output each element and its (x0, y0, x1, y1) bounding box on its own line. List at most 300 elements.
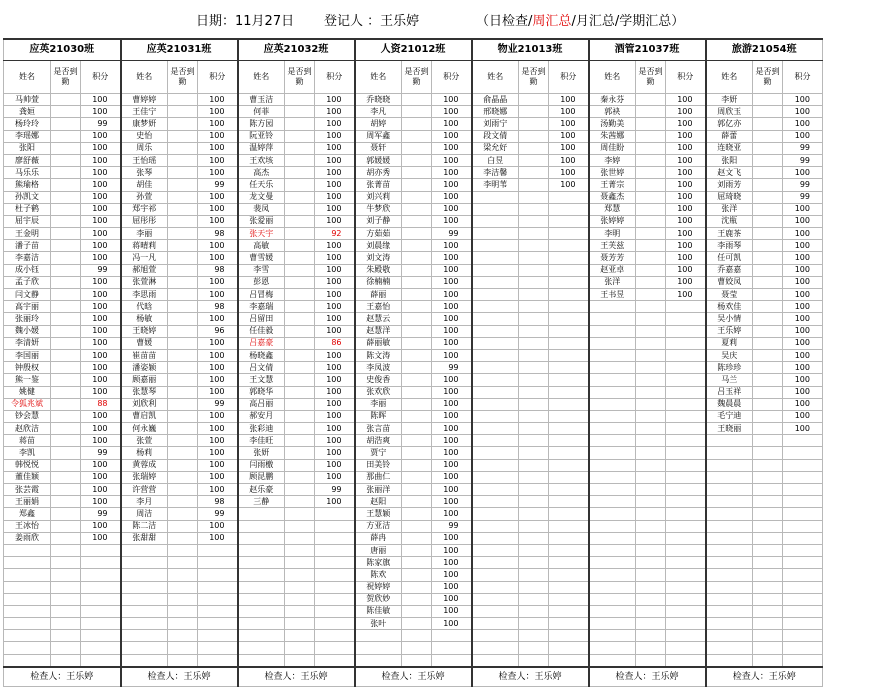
student-name (472, 471, 519, 483)
footer-row (4, 667, 823, 687)
score-cell: 100 (549, 118, 589, 130)
attend-cell (519, 581, 549, 593)
score-cell: 100 (198, 289, 238, 301)
attend-cell (753, 484, 783, 496)
student-name (472, 240, 519, 252)
attend-cell (636, 605, 666, 617)
student-name: 薛冉 (355, 532, 402, 544)
student-name: 蒋苗 (4, 435, 51, 447)
score-cell: 100 (198, 167, 238, 179)
attend-cell (168, 106, 198, 118)
student-name: 王晓婷 (121, 325, 168, 337)
score-cell: 100 (432, 459, 472, 471)
attend-cell (753, 654, 783, 667)
student-name: 潘子苗 (4, 240, 51, 252)
student-name: 赵阳 (355, 496, 402, 508)
tab-weekly[interactable]: 周汇总 (532, 14, 572, 29)
student-name (4, 544, 51, 556)
score-cell: 100 (783, 337, 823, 349)
score-cell: 100 (315, 471, 355, 483)
student-name (472, 252, 519, 264)
student-name: 高杰 (238, 167, 285, 179)
attend-cell (519, 301, 549, 313)
attend-column-header: 是否到勤 (285, 61, 315, 94)
score-cell: 100 (198, 313, 238, 325)
table-row (4, 642, 823, 654)
student-name (238, 532, 285, 544)
table-row (4, 630, 823, 642)
attend-cell (753, 313, 783, 325)
score-column-header: 积分 (783, 61, 823, 94)
student-name: 三静 (238, 496, 285, 508)
score-cell: 100 (432, 496, 472, 508)
score-cell (549, 337, 589, 349)
attend-cell (636, 276, 666, 288)
table-row (4, 203, 823, 215)
score-cell: 99 (81, 447, 121, 459)
attend-cell (285, 471, 315, 483)
attend-cell (168, 435, 198, 447)
score-cell: 100 (198, 118, 238, 130)
student-name: 高吕丽 (238, 398, 285, 410)
table-row (4, 471, 823, 483)
attend-cell (519, 459, 549, 471)
student-name: 温婷萍 (238, 142, 285, 154)
score-cell (549, 191, 589, 203)
attend-cell (753, 94, 783, 106)
name-column-header: 姓名 (472, 61, 519, 94)
attend-cell (51, 471, 81, 483)
score-cell (432, 654, 472, 667)
student-name: 张慧琴 (121, 386, 168, 398)
score-cell (549, 459, 589, 471)
attend-cell (402, 301, 432, 313)
attend-cell (636, 459, 666, 471)
score-cell: 100 (315, 276, 355, 288)
score-cell (549, 228, 589, 240)
class-title: 酒管21037班 (589, 39, 706, 61)
attend-cell (753, 630, 783, 642)
student-name: 张瑞婷 (121, 471, 168, 483)
attend-cell (402, 447, 432, 459)
student-name (472, 349, 519, 361)
student-name (472, 203, 519, 215)
attend-cell (51, 179, 81, 191)
score-cell: 100 (666, 228, 706, 240)
table-row (4, 532, 823, 544)
attend-cell (168, 264, 198, 276)
score-cell: 100 (549, 167, 589, 179)
attend-cell (636, 362, 666, 374)
score-cell: 100 (81, 289, 121, 301)
score-column-header: 积分 (315, 61, 355, 94)
score-cell: 100 (315, 94, 355, 106)
student-name (121, 557, 168, 569)
student-name (589, 654, 636, 667)
score-cell (666, 496, 706, 508)
student-name: 李婷 (589, 154, 636, 166)
score-cell (783, 642, 823, 654)
score-cell: 100 (666, 118, 706, 130)
student-name: 李丽 (121, 228, 168, 240)
student-name: 李凡 (355, 106, 402, 118)
score-cell: 100 (198, 520, 238, 532)
attend-cell (168, 362, 198, 374)
attend-cell (753, 191, 783, 203)
attend-cell (285, 179, 315, 191)
attend-cell (51, 581, 81, 593)
student-name: 陈佳敏 (355, 605, 402, 617)
student-name: 屈宇辰 (4, 215, 51, 227)
student-name: 马乐乐 (4, 167, 51, 179)
score-cell: 100 (198, 447, 238, 459)
score-cell: 100 (315, 362, 355, 374)
score-cell: 100 (315, 215, 355, 227)
score-cell: 100 (198, 94, 238, 106)
attend-cell (168, 228, 198, 240)
attend-cell (519, 349, 549, 361)
student-name (706, 447, 753, 459)
name-column-header: 姓名 (4, 61, 51, 94)
score-cell: 100 (783, 215, 823, 227)
student-name: 赵慧洋 (355, 325, 402, 337)
student-name: 王文慧 (238, 374, 285, 386)
class-title: 物业21013班 (472, 39, 589, 61)
score-cell: 100 (315, 410, 355, 422)
attend-column-header: 是否到勤 (402, 61, 432, 94)
attend-cell (285, 252, 315, 264)
attend-cell (285, 642, 315, 654)
student-name: 熊一鉴 (4, 374, 51, 386)
score-cell: 98 (198, 228, 238, 240)
attend-cell (402, 618, 432, 630)
summary-tabs (476, 10, 684, 29)
score-cell (783, 557, 823, 569)
table-row (4, 94, 823, 106)
table-row (4, 484, 823, 496)
student-name (706, 593, 753, 605)
score-cell: 100 (315, 252, 355, 264)
attend-cell (402, 569, 432, 581)
student-name (472, 215, 519, 227)
student-name: 方亚洁 (355, 520, 402, 532)
score-cell (81, 544, 121, 556)
tab-daily[interactable]: 日检查 (489, 14, 529, 29)
student-name (472, 630, 519, 642)
attend-cell (753, 544, 783, 556)
score-cell (783, 544, 823, 556)
attend-cell (402, 191, 432, 203)
attend-cell (402, 362, 432, 374)
attend-cell (753, 435, 783, 447)
attend-cell (753, 301, 783, 313)
student-name: 王乐婷 (706, 325, 753, 337)
student-name: 张叶 (355, 618, 402, 630)
student-name (121, 630, 168, 642)
attend-cell (519, 435, 549, 447)
student-name: 令狐兆斌 (4, 398, 51, 410)
attend-cell (51, 228, 81, 240)
score-cell: 100 (198, 374, 238, 386)
score-cell: 100 (81, 459, 121, 471)
student-name (472, 423, 519, 435)
student-name: 裴凤 (238, 203, 285, 215)
attend-cell (753, 593, 783, 605)
score-cell: 100 (315, 496, 355, 508)
score-cell (81, 581, 121, 593)
score-cell: 100 (81, 471, 121, 483)
student-name: 张丽洋 (355, 484, 402, 496)
attend-cell (636, 447, 666, 459)
attend-cell (402, 118, 432, 130)
student-name: 钞会慧 (4, 410, 51, 422)
table-row (4, 179, 823, 191)
attend-cell (636, 630, 666, 642)
attend-cell (519, 386, 549, 398)
attend-cell (285, 215, 315, 227)
student-name: 聂鑫杰 (589, 191, 636, 203)
student-name (706, 496, 753, 508)
tab-term[interactable]: 学期汇总 (619, 14, 672, 29)
inspector-label: 检查人：王乐婷 (355, 667, 472, 687)
attend-cell (519, 398, 549, 410)
score-cell: 100 (81, 179, 121, 191)
score-cell: 100 (198, 471, 238, 483)
student-name: 郭亿亦 (706, 118, 753, 130)
score-cell (81, 618, 121, 630)
student-name: 顾昆鹏 (238, 471, 285, 483)
score-cell: 99 (81, 508, 121, 520)
score-cell: 100 (432, 118, 472, 130)
attend-cell (753, 520, 783, 532)
score-cell: 100 (81, 423, 121, 435)
score-cell: 100 (783, 325, 823, 337)
attend-cell (285, 240, 315, 252)
student-name (4, 654, 51, 667)
score-cell: 100 (81, 301, 121, 313)
student-name: 康梦妍 (121, 118, 168, 130)
score-cell: 100 (315, 130, 355, 142)
score-cell: 100 (549, 130, 589, 142)
student-name: 崔苗苗 (121, 349, 168, 361)
attend-cell (519, 289, 549, 301)
table-row (4, 581, 823, 593)
score-cell: 100 (783, 264, 823, 276)
student-name: 周军鑫 (355, 130, 402, 142)
attend-cell (519, 191, 549, 203)
attend-cell (636, 337, 666, 349)
score-cell: 100 (666, 167, 706, 179)
class-title-row (4, 39, 823, 61)
student-name: 郑慧 (589, 203, 636, 215)
student-name: 贺欣妙 (355, 593, 402, 605)
attend-cell (402, 289, 432, 301)
student-name (472, 435, 519, 447)
score-cell: 100 (315, 118, 355, 130)
score-cell (315, 544, 355, 556)
student-name: 胡亦秀 (355, 167, 402, 179)
attend-cell (285, 581, 315, 593)
score-cell: 100 (198, 240, 238, 252)
score-cell (315, 581, 355, 593)
student-name: 聂芳芳 (589, 252, 636, 264)
attend-cell (51, 118, 81, 130)
attend-cell (402, 240, 432, 252)
score-cell (198, 618, 238, 630)
tab-monthly[interactable]: 月汇总 (575, 14, 615, 29)
attend-cell (51, 167, 81, 179)
student-name: 高敏 (238, 240, 285, 252)
attend-cell (51, 276, 81, 288)
student-name (121, 642, 168, 654)
student-name (706, 471, 753, 483)
attend-cell (753, 459, 783, 471)
score-cell (549, 252, 589, 264)
score-cell (81, 642, 121, 654)
student-name: 曹媛 (121, 337, 168, 349)
score-cell (549, 203, 589, 215)
attend-cell (753, 228, 783, 240)
attend-cell (51, 593, 81, 605)
attend-cell (519, 203, 549, 215)
attend-cell (753, 398, 783, 410)
score-column-header: 积分 (81, 61, 121, 94)
name-column-header: 姓名 (238, 61, 285, 94)
student-name: 黄蓉成 (121, 459, 168, 471)
student-name: 李凯 (4, 447, 51, 459)
attend-cell (753, 215, 783, 227)
attend-cell (168, 94, 198, 106)
score-cell (549, 544, 589, 556)
score-cell (783, 630, 823, 642)
score-cell: 100 (81, 240, 121, 252)
attend-cell (51, 289, 81, 301)
score-cell: 100 (666, 203, 706, 215)
student-name: 彭恩 (238, 276, 285, 288)
student-name: 李凤波 (355, 362, 402, 374)
attend-cell (636, 130, 666, 142)
attend-cell (753, 203, 783, 215)
score-cell (666, 618, 706, 630)
attend-cell (402, 410, 432, 422)
student-name (472, 313, 519, 325)
score-cell (81, 630, 121, 642)
student-name: 王丽娟 (4, 496, 51, 508)
attend-cell (285, 167, 315, 179)
student-name: 胡佳 (121, 179, 168, 191)
student-name: 牛梦欣 (355, 203, 402, 215)
student-name: 龙文曼 (238, 191, 285, 203)
attend-cell (285, 496, 315, 508)
attend-cell (285, 362, 315, 374)
attend-cell (636, 484, 666, 496)
class-title: 应英21030班 (4, 39, 121, 61)
student-name (706, 435, 753, 447)
student-name (472, 301, 519, 313)
attend-cell (285, 410, 315, 422)
student-name: 郭袂 (589, 106, 636, 118)
attend-cell (519, 337, 549, 349)
score-cell: 100 (198, 337, 238, 349)
student-name (589, 471, 636, 483)
student-name (472, 605, 519, 617)
student-name (589, 325, 636, 337)
attend-cell (168, 447, 198, 459)
attend-cell (636, 154, 666, 166)
score-cell: 100 (783, 398, 823, 410)
student-name: 曹玉洁 (238, 94, 285, 106)
attend-cell (636, 569, 666, 581)
attend-cell (168, 252, 198, 264)
attend-cell (285, 142, 315, 154)
score-cell: 100 (81, 215, 121, 227)
attend-cell (636, 532, 666, 544)
attend-cell (402, 423, 432, 435)
attend-cell (519, 471, 549, 483)
attend-cell (753, 386, 783, 398)
attend-cell (168, 484, 198, 496)
score-cell (666, 569, 706, 581)
student-name (589, 581, 636, 593)
attend-cell (636, 642, 666, 654)
score-cell: 100 (432, 142, 472, 154)
score-column-header: 积分 (666, 61, 706, 94)
attend-cell (168, 349, 198, 361)
score-cell (783, 605, 823, 617)
student-name: 孟子欣 (4, 276, 51, 288)
attend-cell (636, 386, 666, 398)
student-name: 张芸霞 (4, 484, 51, 496)
attend-cell (168, 374, 198, 386)
attend-cell (51, 337, 81, 349)
table-row (4, 374, 823, 386)
student-name: 闫雨檄 (238, 459, 285, 471)
attend-cell (753, 240, 783, 252)
student-name: 张萱 (121, 435, 168, 447)
student-name: 李佳旺 (238, 435, 285, 447)
attend-cell (168, 301, 198, 313)
student-name: 熊瑜格 (4, 179, 51, 191)
student-name: 白昱 (472, 154, 519, 166)
score-cell: 100 (315, 106, 355, 118)
table-row (4, 325, 823, 337)
score-cell: 100 (432, 337, 472, 349)
attend-cell (402, 386, 432, 398)
student-name: 杨莉 (121, 447, 168, 459)
attend-cell (402, 484, 432, 496)
score-cell: 100 (783, 94, 823, 106)
score-cell: 100 (81, 532, 121, 544)
attend-cell (519, 496, 549, 508)
score-cell: 100 (315, 459, 355, 471)
score-cell: 100 (198, 142, 238, 154)
attend-cell (168, 118, 198, 130)
attend-cell (51, 106, 81, 118)
attend-cell (168, 459, 198, 471)
student-name (472, 654, 519, 667)
attend-cell (402, 593, 432, 605)
score-cell: 100 (315, 154, 355, 166)
attend-cell (753, 325, 783, 337)
student-name: 张阳 (4, 142, 51, 154)
attend-cell (753, 252, 783, 264)
student-name (4, 557, 51, 569)
student-name: 乔嘉嘉 (706, 264, 753, 276)
student-name: 任天乐 (238, 179, 285, 191)
student-name (238, 618, 285, 630)
score-cell (549, 557, 589, 569)
score-cell (549, 362, 589, 374)
